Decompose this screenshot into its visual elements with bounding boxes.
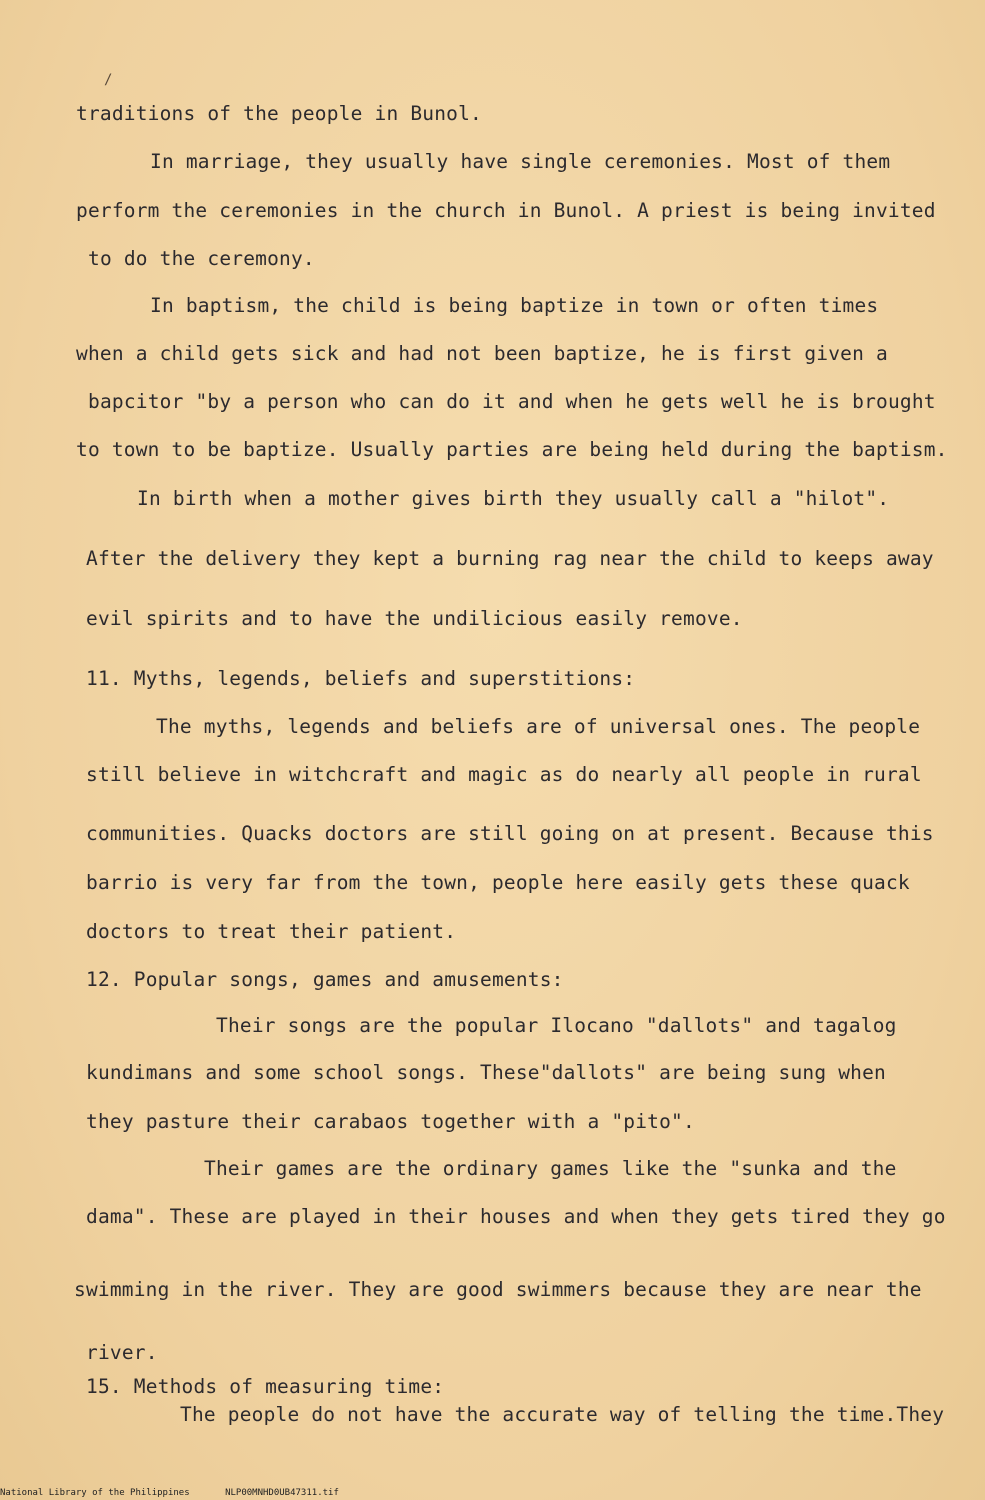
text-line: perform the ceremonies in the church in Bunol. A priest is being invited [76, 199, 936, 222]
text-line: The people do not have the accurate way of telling the time.They [180, 1403, 945, 1426]
text-line: Their games are the ordinary games like the "sunka and the [204, 1157, 897, 1180]
text-line: In baptism, the child is being baptize in town or often times [150, 294, 879, 317]
text-line: doctors to treat their patient. [86, 920, 457, 943]
text-line: to do the ceremony. [88, 247, 315, 270]
text-line: In marriage, they usually have single ceremonies. Most of them [150, 150, 891, 173]
section-heading: 15. Methods of measuring time: [86, 1375, 445, 1398]
text-line: In birth when a mother gives birth they usually call a "hilot". [137, 487, 890, 510]
pencil-mark-icon: / [104, 72, 113, 88]
text-line: barrio is very far from the town, people here easily gets these quack [86, 871, 910, 894]
section-heading: 11. Myths, legends, beliefs and superstitions: [86, 667, 636, 690]
text-line: After the delivery they kept a burning rag near the child to keeps away [86, 547, 934, 570]
archive-footer [0, 1488, 369, 1498]
text-line: they pasture their carabaos together with a "pito". [86, 1110, 695, 1133]
text-line: to town to be baptize. Usually parties are being held during the baptism. [76, 438, 948, 461]
text-line: evil spirits and to have the undilicious easily remove. [86, 607, 743, 630]
footer-library: National Library of the Philippines [0, 1488, 190, 1498]
text-line: The myths, legends and beliefs are of universal ones. The people [156, 715, 921, 738]
text-line: traditions of the people in Bunol. [76, 102, 482, 125]
text-line: dama". These are played in their houses and when they gets tired they go [86, 1205, 946, 1228]
text-line: still believe in witchcraft and magic as do nearly all people in rural [86, 763, 922, 786]
section-heading: 12. Popular songs, games and amusements: [86, 968, 564, 991]
text-line: river. [86, 1341, 158, 1364]
text-line: communities. Quacks doctors are still going on at present. Because this [86, 822, 934, 845]
text-line: swimming in the river. They are good swimmers because they are near the [74, 1278, 922, 1301]
text-line: bapcitor "by a person who can do it and when he gets well he is brought [88, 390, 936, 413]
footer-filename: NLP00MNHD0UB47311.tif [225, 1488, 339, 1498]
text-line: when a child gets sick and had not been baptize, he is first given a [76, 342, 888, 365]
text-line: Their songs are the popular Ilocano "dallots" and tagalog [216, 1014, 897, 1037]
text-line: kundimans and some school songs. These"dallots" are being sung when [86, 1061, 886, 1084]
